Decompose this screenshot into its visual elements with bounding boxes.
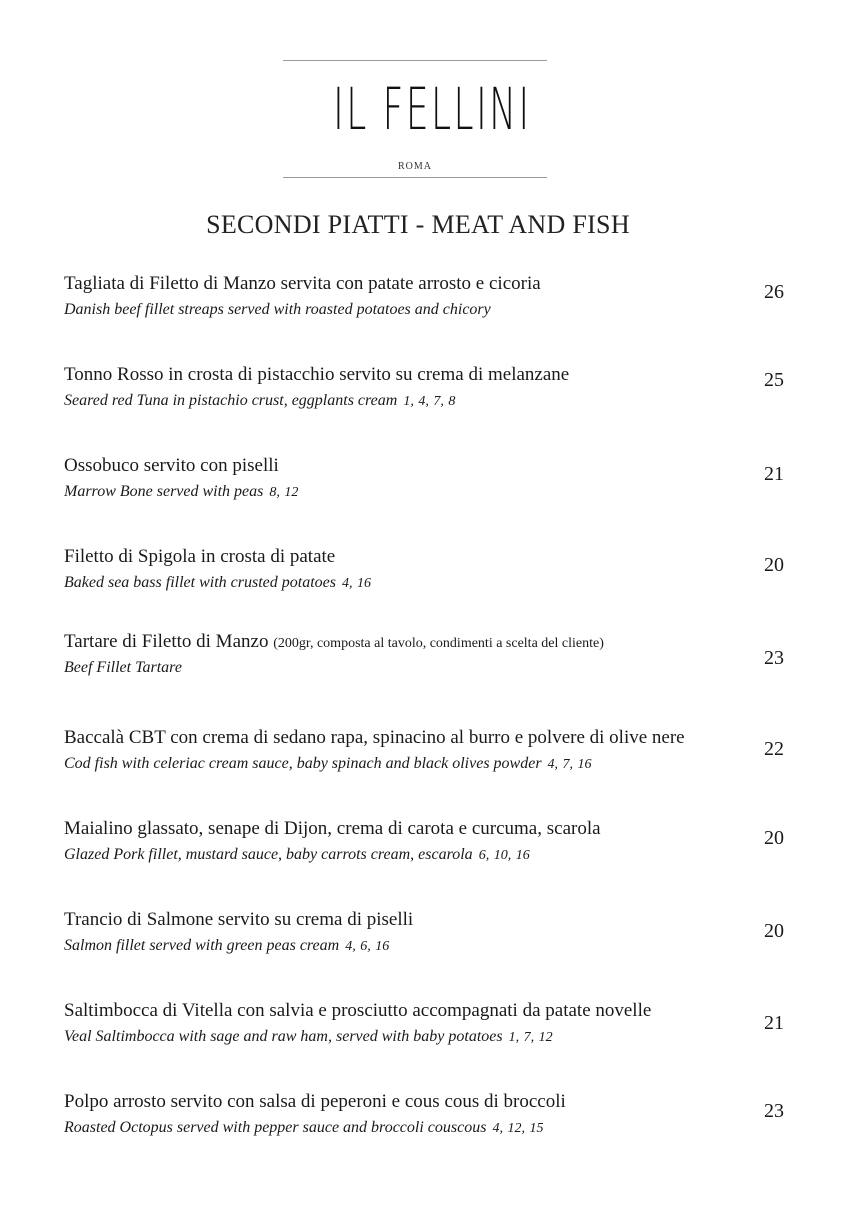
menu-item-italian-name: Maialino glassato, senape di Dijon, crema di carota e curcuma, scarola <box>64 818 601 839</box>
menu-item-allergens: 8, 12 <box>269 485 299 500</box>
menu-item <box>64 817 764 867</box>
menu-item-english-name: Danish beef fillet streaps served with roasted potatoes and chicory <box>64 301 491 318</box>
menu-item-english <box>64 1117 764 1140</box>
menu-item-english <box>64 1026 764 1049</box>
menu-item <box>64 363 764 413</box>
menu-item-english <box>64 935 764 958</box>
menu-item-allergens: 6, 10, 16 <box>478 848 530 863</box>
menu-item-price: 20 <box>764 827 784 849</box>
menu-item-allergens: 1, 4, 7, 8 <box>403 394 456 409</box>
restaurant-logo: IL FELLINI <box>333 75 532 143</box>
menu-item-italian <box>64 545 764 571</box>
menu-item-price: 21 <box>764 1012 784 1034</box>
menu-item-price: 21 <box>764 463 784 485</box>
menu-item-english-name: Baked sea bass fillet with crusted potatoes <box>64 574 336 591</box>
menu-item <box>64 454 764 504</box>
menu-item-italian <box>64 272 764 298</box>
menu-item-allergens: 4, 16 <box>341 576 371 591</box>
menu-item-english <box>64 299 764 322</box>
menu-item-english-name: Beef Fillet Tartare <box>64 659 182 676</box>
menu-item-english-name: Marrow Bone served with peas <box>64 483 264 500</box>
menu-item-price: 20 <box>764 920 784 942</box>
menu-item-english <box>64 390 764 413</box>
menu-item-english-name: Glazed Pork fillet, mustard sauce, baby carrots cream, escarola <box>64 846 473 863</box>
menu-item-english <box>64 572 764 595</box>
menu-item-italian-name: Tartare di Filetto di Manzo <box>64 631 274 652</box>
menu-item-price: 20 <box>764 554 784 576</box>
menu-item-english <box>64 844 764 867</box>
menu-item <box>64 726 764 776</box>
menu-item-english-name: Veal Saltimbocca with sage and raw ham, served with baby potatoes <box>64 1028 503 1045</box>
menu-item-italian-name: Trancio di Salmone servito su crema di piselli <box>64 909 414 930</box>
menu-item-italian <box>64 817 764 843</box>
menu-item-italian <box>64 1090 764 1116</box>
menu-item-price: 26 <box>764 281 784 303</box>
menu-item-allergens: 4, 12, 15 <box>492 1121 544 1136</box>
header-bottom-rule <box>283 177 547 178</box>
menu-item <box>64 1090 764 1140</box>
menu-item-italian-name: Ossobuco servito con piselli <box>64 455 279 476</box>
menu-item-italian-note: (200gr, composta al tavolo, condimenti a scelta del cliente) <box>273 636 604 651</box>
menu-item-english-name: Seared red Tuna in pistachio crust, eggplants cream <box>64 392 398 409</box>
menu-item-italian <box>64 454 764 480</box>
section-title: SECONDI PIATTI - MEAT AND FISH <box>206 210 630 239</box>
menu-item-italian-name: Polpo arrosto servito con salsa di peperoni e cous cous di broccoli <box>64 1091 566 1112</box>
menu-item-italian <box>64 726 764 752</box>
menu-item <box>64 272 764 322</box>
menu-item <box>64 545 764 595</box>
menu-item-italian-name: Baccalà CBT con crema di sedano rapa, spinacino al burro e polvere di olive nere <box>64 727 685 748</box>
menu-item-italian-name: Filetto di Spigola in crosta di patate <box>64 546 336 567</box>
restaurant-city: ROMA <box>397 161 432 172</box>
menu-item-italian-name: Tonno Rosso in crosta di pistacchio servito su crema di melanzane <box>64 364 570 385</box>
menu-item-italian <box>64 630 764 656</box>
menu-item-price: 23 <box>764 647 784 669</box>
menu-item-allergens: 4, 6, 16 <box>345 939 390 954</box>
menu-item-english <box>64 481 764 504</box>
menu-item-italian-name: Tagliata di Filetto di Manzo servita con patate arrosto e cicoria <box>64 273 541 294</box>
menu-item-italian <box>64 908 764 934</box>
menu-item-price: 23 <box>764 1100 784 1122</box>
menu-item-english <box>64 753 764 776</box>
menu-item-italian-name: Saltimbocca di Vitella con salvia e prosciutto accompagnati da patate novelle <box>64 1000 652 1021</box>
menu-item-english-name: Salmon fillet served with green peas cream <box>64 937 340 954</box>
menu-item-price: 25 <box>764 369 784 391</box>
menu-item <box>64 999 764 1049</box>
menu-item-italian <box>64 999 764 1025</box>
menu-item-allergens: 4, 7, 16 <box>547 757 592 772</box>
menu-item-english-name: Roasted Octopus served with pepper sauce and broccoli couscous <box>64 1119 487 1136</box>
header-top-rule <box>283 60 547 61</box>
menu-item-italian <box>64 363 764 389</box>
menu-item-english-name: Cod fish with celeriac cream sauce, baby spinach and black olives powder <box>64 755 542 772</box>
menu-item <box>64 908 764 958</box>
menu-item-allergens: 1, 7, 12 <box>508 1030 553 1045</box>
menu-item <box>64 630 764 680</box>
menu-item-english <box>64 657 764 680</box>
menu-item-price: 22 <box>764 738 784 760</box>
